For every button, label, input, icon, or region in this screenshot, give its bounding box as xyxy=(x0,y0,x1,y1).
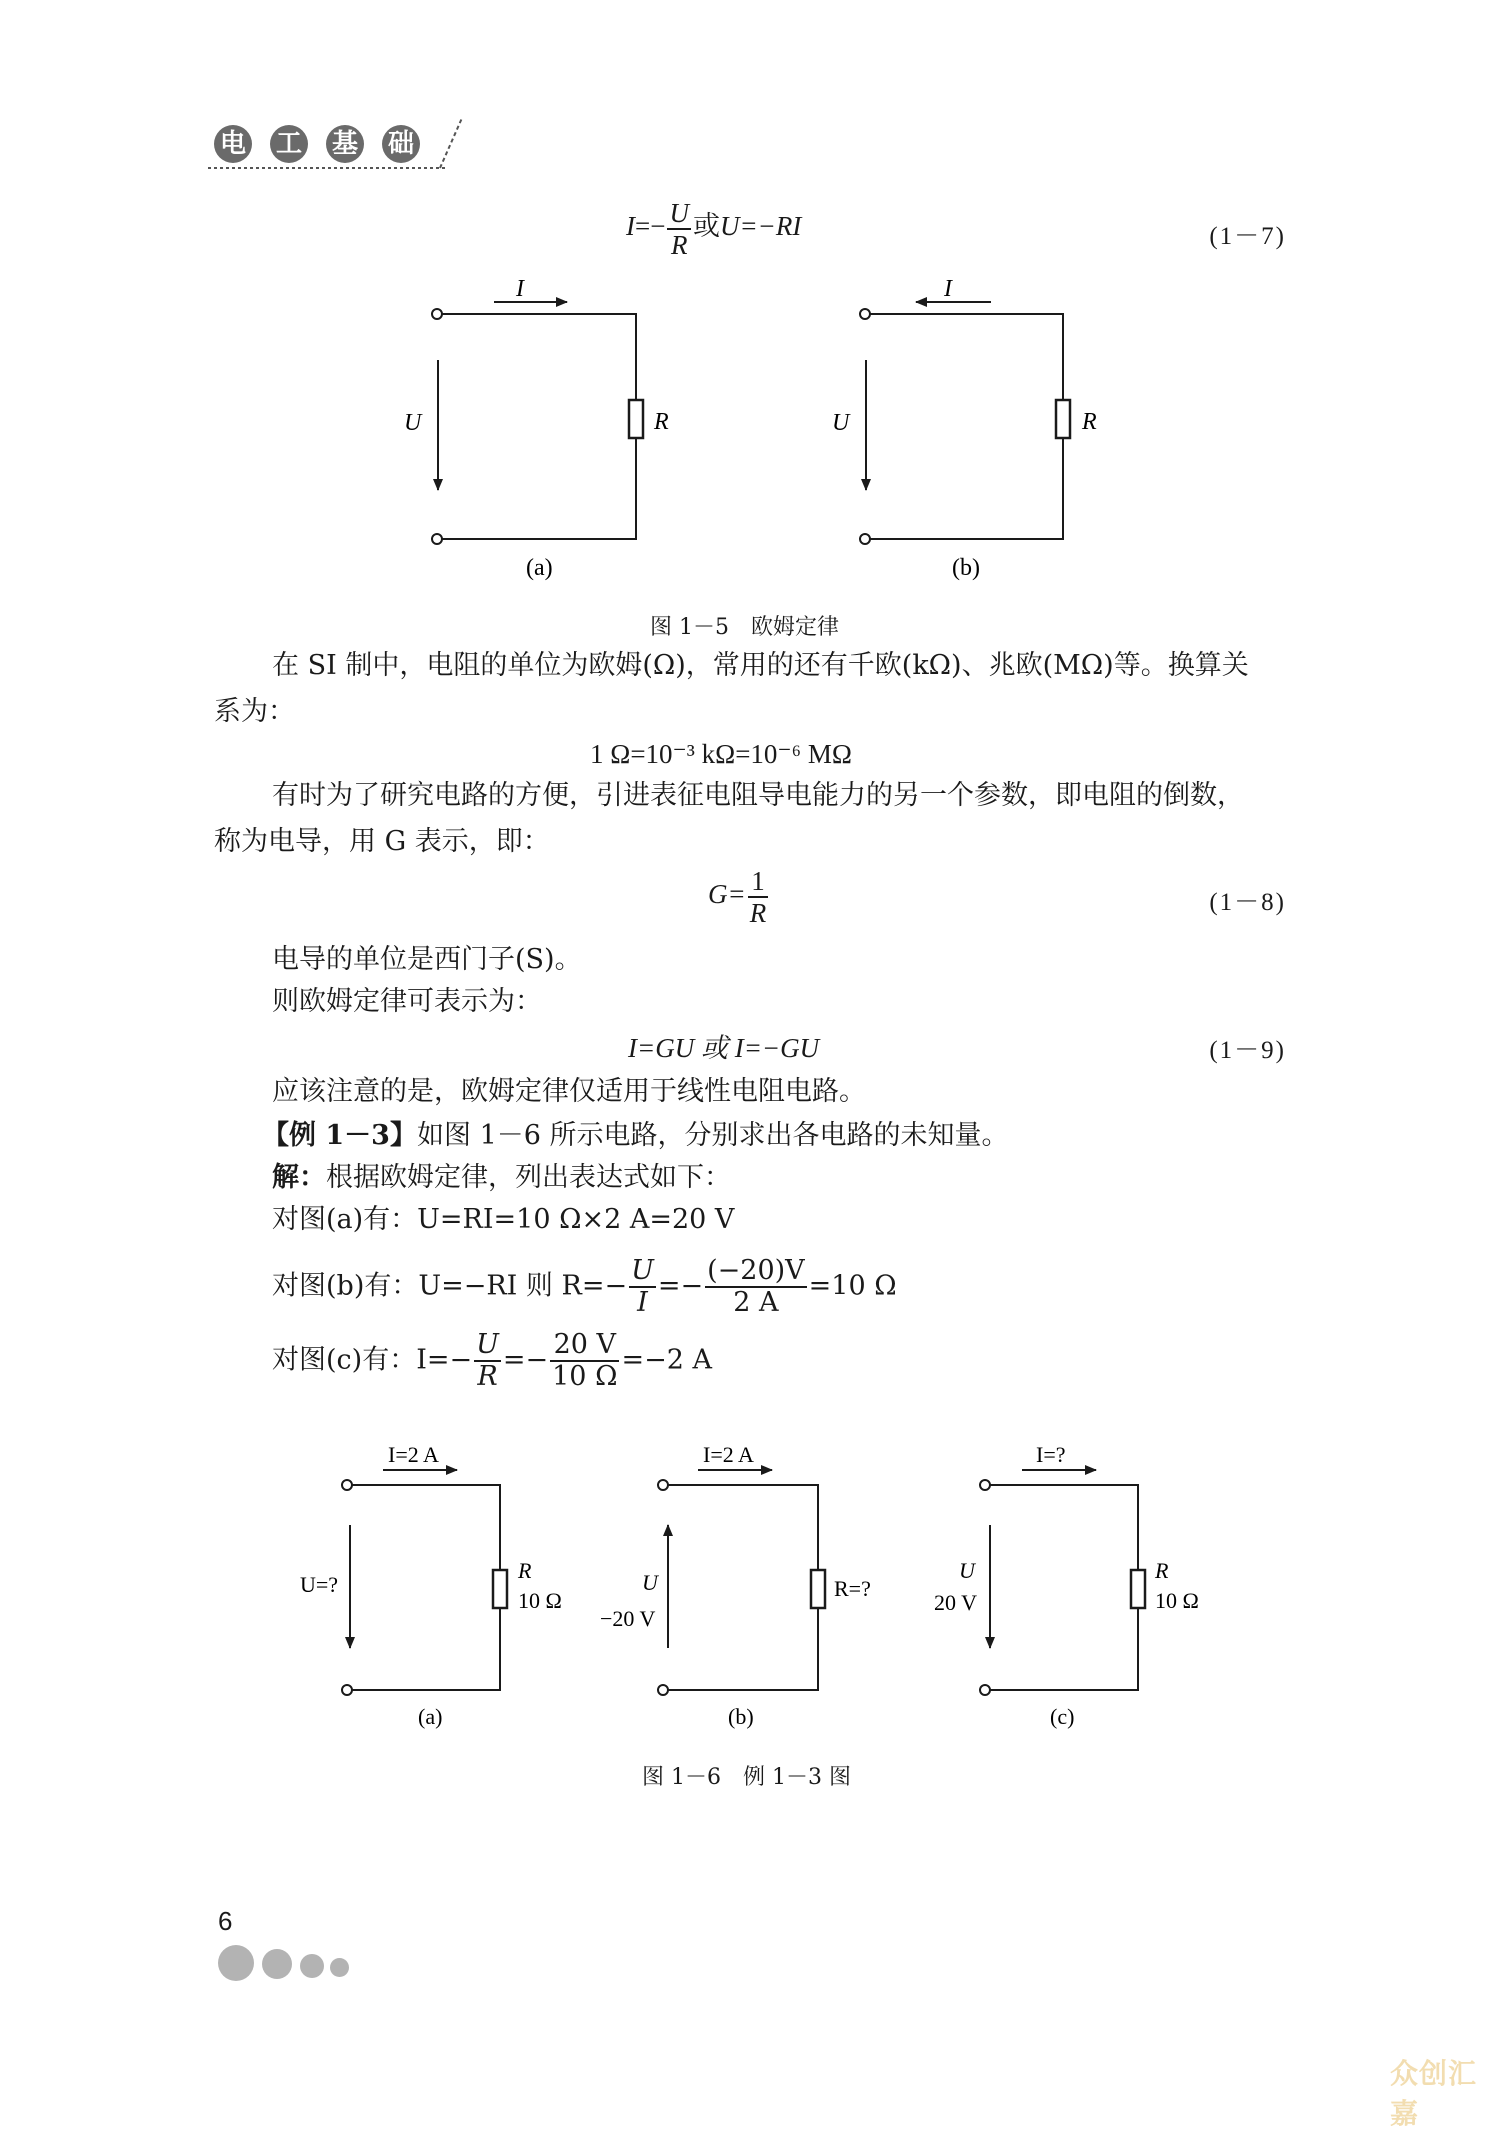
equation-1-8 xyxy=(708,866,770,928)
subfigure-label: (b) xyxy=(952,555,980,581)
sol-b-post: =10 Ω xyxy=(808,1270,897,1302)
sol-b-pre: 对图(b)有：U=−RI 则 R=− xyxy=(272,1270,628,1302)
figure-1-6-caption: 图 1－6 例 1－3 图 xyxy=(642,1765,851,1790)
resistor-value: 10 Ω xyxy=(1155,1588,1199,1613)
page-number: 6 xyxy=(218,1906,233,1936)
resistor-label: R xyxy=(518,1558,532,1583)
sol-b-mid: =− xyxy=(657,1270,704,1302)
resistor-label: R xyxy=(1155,1558,1169,1583)
terminal-top xyxy=(342,1480,352,1490)
circuit-1-5b xyxy=(832,276,1097,581)
wire xyxy=(990,1608,1138,1690)
figure-1-5-caption: 图 1－5 欧姆定律 xyxy=(650,615,839,640)
equation-1-9: I=GU 或 I=−GU xyxy=(628,1033,820,1063)
circuit-1-5a xyxy=(404,276,669,581)
example-text: 如图 1－6 所示电路，分别求出各电路的未知量。 xyxy=(416,1120,1009,1151)
footer-dot xyxy=(262,1949,292,1979)
solution-b xyxy=(272,1256,897,1318)
voltage-label: U xyxy=(832,410,850,436)
sol-c-mid: =− xyxy=(502,1344,549,1376)
voltage-label: U=? xyxy=(300,1572,339,1597)
paragraph-linear-note: 应该注意的是，欧姆定律仅适用于线性电阻电路。 xyxy=(272,1076,866,1107)
voltage-value: −20 V xyxy=(600,1606,656,1631)
sol-b-f2-den: 2 A xyxy=(733,1287,779,1318)
terminal-bottom xyxy=(342,1685,352,1695)
current-label: I xyxy=(516,276,524,302)
sol-c-f1-den: R xyxy=(477,1361,498,1392)
voltage-value: 20 V xyxy=(934,1590,977,1615)
eq-1-7-den: R xyxy=(670,230,688,260)
eq-1-8-lhs: G= xyxy=(708,879,746,910)
paragraph-ohm-alt: 则欧姆定律可表示为： xyxy=(272,986,542,1017)
equation-number-1-8: (1－8) xyxy=(1209,889,1286,916)
equation-1-7 xyxy=(626,198,801,260)
solution-text: 根据欧姆定律，列出表达式如下： xyxy=(326,1162,731,1193)
sol-b-f2-num: (−20)V xyxy=(707,1255,805,1286)
resistor xyxy=(1056,400,1070,438)
solution-tag: 解： xyxy=(272,1162,326,1193)
subfigure-label: (a) xyxy=(418,1704,443,1729)
circuit-1-6c xyxy=(934,1442,1199,1729)
eq-1-7-lhs: I xyxy=(626,211,635,242)
terminal-bottom xyxy=(980,1685,990,1695)
eq-1-7-eqsign: =− xyxy=(635,211,666,242)
header-char-2: 工 xyxy=(270,125,308,163)
equation-number-1-9: (1－9) xyxy=(1209,1037,1286,1064)
wire xyxy=(870,314,1063,400)
current-label: I xyxy=(944,276,952,302)
header-underline-decoration xyxy=(200,110,470,175)
voltage-label: U xyxy=(959,1558,975,1583)
wire xyxy=(990,1485,1138,1570)
wire xyxy=(442,438,636,539)
wire xyxy=(352,1485,500,1570)
wire xyxy=(352,1608,500,1690)
terminal-bottom xyxy=(432,534,442,544)
header-char-4: 础 xyxy=(382,125,420,163)
wire xyxy=(668,1485,818,1570)
resistor-label: R=? xyxy=(834,1576,871,1601)
figure-1-5 xyxy=(0,270,1504,600)
subfigure-label: (b) xyxy=(728,1704,754,1729)
watermark: 众创汇嘉 xyxy=(1390,2057,1478,2130)
paragraph-si-line1: 在 SI 制中，电阻的单位为欧姆(Ω)，常用的还有千欧(kΩ)、兆欧(MΩ)等。换算关 xyxy=(272,650,1249,681)
resistor xyxy=(629,400,643,438)
terminal-top xyxy=(980,1480,990,1490)
terminal-top xyxy=(432,309,442,319)
sol-c-f1-num: U xyxy=(476,1329,499,1360)
paragraph-conductance-line1: 有时为了研究电路的方便，引进表征电阻导电能力的另一个参数，即电阻的倒数， xyxy=(272,780,1244,811)
footer-dot xyxy=(218,1945,254,1981)
solution-c xyxy=(272,1330,712,1392)
solution-intro xyxy=(272,1158,731,1198)
wire xyxy=(870,438,1063,539)
terminal-bottom xyxy=(860,534,870,544)
eq-1-7-num: U xyxy=(669,198,689,228)
voltage-label: U xyxy=(642,1570,658,1595)
wire xyxy=(442,314,636,400)
solution-a: 对图(a)有：U=RI=10 Ω×2 A=20 V xyxy=(272,1204,735,1235)
subfigure-label: (a) xyxy=(526,555,553,581)
sol-b-f1-num: U xyxy=(631,1255,654,1286)
eq-1-8-num: 1 xyxy=(748,866,769,898)
footer-dot xyxy=(300,1954,324,1978)
sol-c-f2-den: 10 Ω xyxy=(552,1361,618,1392)
paragraph-conductance-line2: 称为电导，用 G 表示，即： xyxy=(214,826,550,857)
current-label: I=2 A xyxy=(703,1442,754,1467)
sol-c-post: =−2 A xyxy=(621,1344,712,1376)
resistor-label: R xyxy=(1082,409,1097,435)
resistor-value: 10 Ω xyxy=(518,1588,562,1613)
header-char-1: 电 xyxy=(214,125,252,163)
terminal-bottom xyxy=(658,1685,668,1695)
circuit-1-6b xyxy=(600,1442,871,1729)
example-1-3 xyxy=(262,1116,1009,1156)
current-label: I=2 A xyxy=(388,1442,439,1467)
resistor xyxy=(811,1570,825,1608)
eq-1-7-or: 或 xyxy=(692,211,720,242)
sol-c-f2-num: 20 V xyxy=(550,1330,619,1362)
paragraph-siemens: 电导的单位是西门子(S)。 xyxy=(272,944,582,975)
sol-b-f1-den: I xyxy=(637,1287,648,1318)
equation-si-conversion: 1 Ω=10⁻³ kΩ=10⁻⁶ MΩ xyxy=(590,739,852,769)
circuit-1-6a xyxy=(300,1442,562,1729)
current-label: I=? xyxy=(1036,1442,1066,1467)
equation-number-1-7: (1－7) xyxy=(1209,223,1286,250)
paragraph-si-line2: 系为： xyxy=(214,696,295,727)
resistor xyxy=(1131,1570,1145,1608)
sol-c-pre: 对图(c)有：I=− xyxy=(272,1344,473,1376)
resistor-label: R xyxy=(654,409,669,435)
voltage-label: U xyxy=(404,410,422,436)
example-tag: 【例 1－3】 xyxy=(262,1120,417,1151)
footer-dot xyxy=(330,1958,349,1977)
terminal-top xyxy=(658,1480,668,1490)
terminal-top xyxy=(860,309,870,319)
resistor xyxy=(493,1570,507,1608)
figure-1-6 xyxy=(0,1430,1504,1750)
wire xyxy=(668,1608,818,1690)
header-char-3: 基 xyxy=(326,125,364,163)
eq-1-8-den: R xyxy=(749,898,767,928)
eq-1-7-rhs: U=−RI xyxy=(719,211,802,242)
subfigure-label: (c) xyxy=(1050,1704,1075,1729)
